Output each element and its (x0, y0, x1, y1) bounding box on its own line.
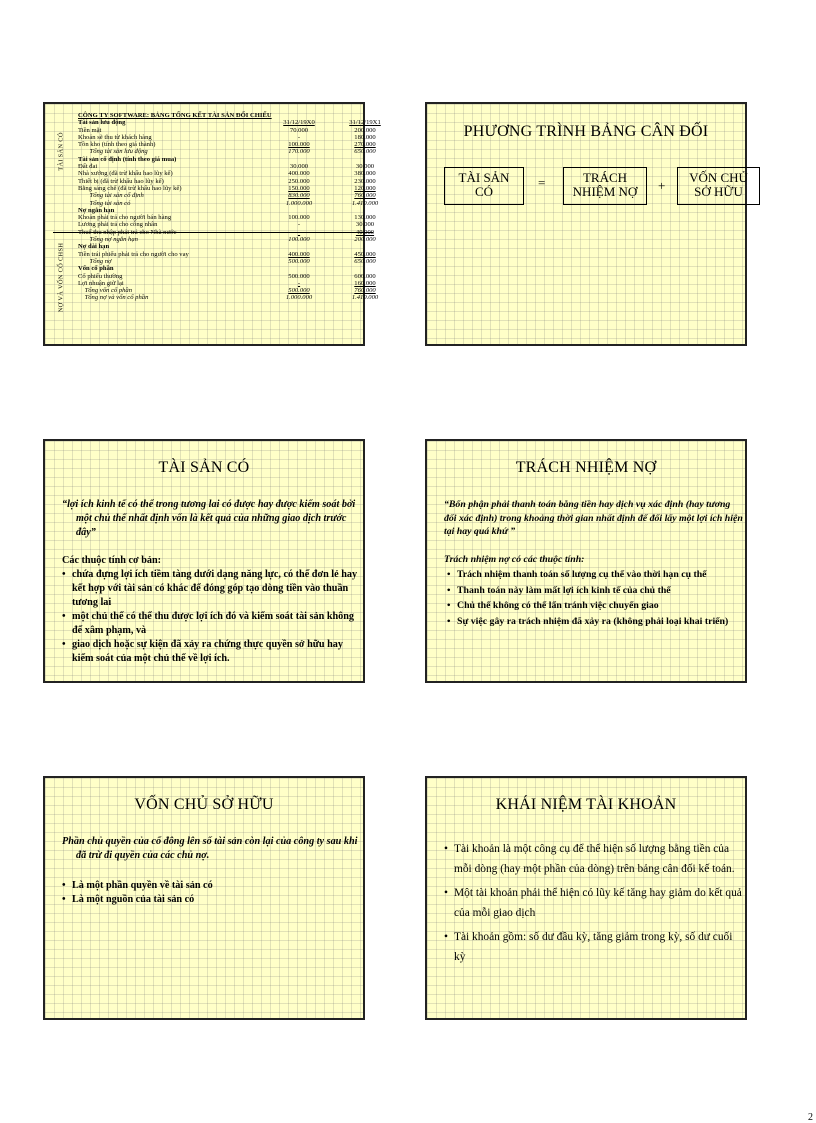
row-label: Lương phải trả cho công nhân (78, 221, 158, 229)
assets-side-label: TÀI SẢN CÓ (57, 132, 65, 171)
balance-row (78, 163, 373, 170)
slide-title: TRÁCH NHIỆM NỢ (515, 459, 657, 476)
value-19x0: 170.000 (288, 148, 310, 156)
value-19x1: 31/12/19X1 (349, 119, 381, 127)
assets-box-label: TÀI SẢN CÓ (458, 170, 510, 199)
balance-row (78, 133, 376, 141)
value-19x1: 130.000 (354, 214, 376, 222)
attributes-heading: Các thuộc tính cơ bản: (62, 555, 162, 566)
bullet-icon: • (62, 894, 66, 905)
value-19x1: 40.000 (355, 228, 375, 236)
bullet-icon: • (444, 931, 448, 943)
list-item (447, 615, 744, 629)
row-label: Tài sản cố định (tính theo giá mua) (78, 155, 177, 163)
definition-quote: “Bổn phận phải thanh toán bằng tiền hay dịch vụ xác định (hay tương đối xác định) trong khoảng thời gian nhất định để đổi lấy một lợi ích hiện tại hay quá khứ ” (444, 499, 743, 537)
value-19x1: 160.000 (354, 279, 376, 287)
list-item (447, 599, 744, 613)
balance-row (78, 148, 376, 156)
value-19x1: 30.000 (355, 221, 375, 229)
value-19x0: 400.000 (288, 170, 310, 178)
list-item-text: Chủ thể không có thể lẩn tránh việc chuyển giao (457, 600, 659, 611)
balance-row (78, 287, 376, 295)
plus-sign: + (658, 178, 666, 193)
bullet-icon: • (62, 611, 66, 622)
row-label: Đất đai (78, 163, 98, 171)
value-19x0: 500.000 (288, 272, 310, 280)
list-item (62, 638, 358, 666)
bullet-icon: • (447, 600, 451, 611)
row-label: Vốn cổ phần (78, 265, 114, 273)
balance-row (78, 236, 376, 244)
page-number: 2 (808, 1112, 813, 1123)
slide-title: KHÁI NIỆM TÀI KHOẢN (495, 796, 677, 813)
bullet-icon: • (444, 887, 448, 899)
value-19x0: 30.000 (289, 163, 309, 171)
value-19x1: 30.000 (355, 163, 375, 171)
row-label: Tiền mặt (78, 126, 102, 134)
row-label: Tổng tài sản có (78, 199, 131, 207)
list-item-text: Một tài khoản phải thể hiện có lũy kế tăng hay giảm do kết quả của mỗi giao dịch (454, 887, 742, 919)
balance-row (78, 257, 376, 265)
row-label: Thiết bị (đã trừ khấu hao lũy kế) (78, 177, 164, 185)
value-19x1: 650.000 (354, 148, 376, 156)
value-19x0: 500.000 (288, 257, 310, 265)
list-item-text: Thanh toán này làm mất lợi ích kinh tế của chủ thể (457, 584, 671, 596)
row-label: Tổng nợ (78, 257, 112, 265)
balance-row (78, 177, 376, 185)
bullet-icon: • (447, 569, 451, 580)
row-label: Tổng tài sản cố định (78, 192, 144, 200)
value-19x0: 1.000.000 (285, 294, 313, 302)
value-19x0: - (297, 228, 301, 236)
list-item (62, 568, 358, 610)
balance-row (78, 156, 373, 163)
slide-body (62, 835, 362, 907)
balance-row (78, 250, 376, 258)
list-item (62, 610, 358, 638)
balance-row (78, 221, 373, 228)
list-item (444, 883, 744, 923)
list-item-text: Là một phần quyền về tài sản có (72, 880, 213, 891)
slide-body (444, 835, 744, 967)
value-19x1: 1.410.000 (351, 294, 379, 302)
balance-row (78, 184, 376, 192)
list-item (444, 839, 744, 879)
balance-row (78, 192, 376, 200)
row-label: Tiền trái phiếu phải trả cho người cho vay (78, 250, 189, 258)
bullet-icon: • (62, 880, 66, 891)
list-item (62, 879, 362, 893)
balance-row (78, 294, 379, 302)
value-19x1: 200.000 (354, 236, 376, 244)
value-19x0: 150.000 (288, 184, 310, 192)
row-label: Bằng sáng chế (đã trừ khấu hao lũy kế) (78, 184, 182, 192)
value-19x1: 760.000 (354, 287, 376, 295)
value-19x1: 180.000 (354, 133, 376, 141)
list-item-text: chứa đựng lợi ích tiềm tàng dưới dạng năng lực, có thể đơn lẻ hay kết hợp với tài sản có khác để đóng góp tạo dòng tiền vào thuần tương lai (72, 569, 358, 608)
value-19x0: 250.000 (288, 177, 310, 185)
balance-row (78, 119, 381, 127)
list-item-text: Tài khoản gồm: số dư đầu kỳ, tăng giảm trong kỳ, số dư cuối kỳ (454, 931, 733, 963)
equals-sign: = (538, 175, 546, 190)
slide-equity (43, 776, 365, 1020)
attributes-list (62, 568, 358, 666)
equity-box (677, 167, 760, 205)
slide-account-concept (425, 776, 747, 1020)
balance-row (78, 207, 373, 214)
balance-row (78, 141, 376, 149)
value-19x0: 70.000 (289, 126, 309, 134)
attributes-list (444, 568, 744, 628)
bullet-icon: • (447, 615, 451, 627)
balance-row (78, 272, 376, 280)
row-label: Thuế thu nhập phải trả cho Nhà nước (78, 228, 177, 236)
value-19x1: 600.000 (354, 272, 376, 280)
balance-row (78, 265, 373, 272)
row-label: Cổ phiếu thường (78, 272, 123, 280)
liabilities-box-label: TRÁCH NHIỆM NỢ (572, 170, 638, 199)
value-19x0: 500.000 (288, 287, 310, 295)
list-item-text: Sự việc gây ra trách nhiệm đã xảy ra (không phải loại khai triển) (457, 615, 729, 627)
balance-row (78, 112, 373, 119)
list-item-text: Trách nhiệm thanh toán số lượng cụ thể vào thời hạn cụ thể (457, 569, 707, 580)
slide-title: PHƯƠNG TRÌNH BẢNG CÂN ĐỐI (463, 123, 709, 140)
value-19x1: 450.000 (354, 250, 376, 258)
balance-row (78, 229, 373, 236)
value-19x0: 400.000 (288, 250, 310, 258)
row-label: Tổng tài sản lưu động (78, 148, 148, 156)
balance-row (78, 126, 376, 134)
slide-balance-sheet (43, 102, 381, 346)
slide-assets (43, 439, 365, 683)
bullet-icon: • (447, 584, 451, 596)
value-19x0: 100.000 (288, 236, 310, 244)
list-item-text: giao dịch hoặc sự kiện đã xảy ra chứng thực quyền sở hữu hay kiểm soát của một chủ thể về lợi ích. (72, 639, 343, 664)
slide-liabilities (425, 439, 747, 683)
list-item (447, 568, 744, 582)
definition-quote: “lợi ích kinh tế có thể trong tương lai có được hay được kiểm soát bởi một chủ thể nhất định vốn là kết quả của những giao dịch trước đây” (62, 499, 356, 538)
points-list (62, 879, 362, 907)
balance-row (78, 243, 373, 250)
value-19x1: 120.000 (354, 184, 376, 192)
points-list (444, 839, 744, 967)
value-19x0: 1.000.000 (285, 199, 313, 207)
value-19x0: 100.000 (288, 214, 310, 222)
value-19x1: 200.000 (354, 126, 376, 134)
value-19x1: 760.000 (354, 192, 376, 200)
row-label: Tổng vốn cổ phần (78, 287, 133, 295)
balance-row (78, 214, 376, 222)
row-label: Khoản sẽ thu từ khách hàng (78, 133, 152, 141)
slide-body (444, 498, 744, 628)
liabilities-box (563, 167, 647, 205)
row-label: Khoản phải trả cho người bán hàng (78, 214, 172, 222)
list-item (62, 893, 362, 907)
list-item-text: Tài khoản là một công cụ để thể hiện số lượng bằng tiền của mỗi dòng (hay một phần của dòng) trên bảng cân đối kế toán. (454, 843, 735, 875)
value-19x0: - (297, 279, 301, 287)
equity-box-label: VỐN CHỦ SỞ HỮU (689, 170, 748, 199)
balance-row (78, 279, 376, 287)
value-19x0: - (297, 221, 301, 229)
list-item (447, 584, 744, 598)
row-label: Lợi nhuận giữ lại (78, 279, 124, 287)
row-label: Tổng nợ ngắn hạn (78, 236, 138, 244)
value-19x1: 230.000 (354, 177, 376, 185)
row-label: Tồn kho (tính theo giá thành) (78, 141, 156, 149)
list-item (444, 927, 744, 967)
balance-row (78, 170, 376, 178)
slide-body (62, 498, 358, 666)
value-19x0: - (297, 133, 301, 141)
row-label: CÔNG TY SOFTWARE: BẢNG TỔNG KẾT TÀI SẢN ĐỐI CHIẾU (78, 112, 272, 119)
bullet-icon: • (444, 843, 448, 855)
value-19x0: 31/12/19X0 (283, 119, 315, 127)
row-label: Nhà xưởng (đã trừ khấu hao lũy kế) (78, 170, 173, 178)
assets-box (444, 167, 524, 205)
definition-quote: Phần chủ quyền của cổ đông lên số tài sản còn lại của công ty sau khi đã trừ đi quyền của các chủ nợ. (62, 836, 358, 861)
row-label: Tổng nợ và vốn cổ phần (78, 294, 149, 302)
list-item-text: Là một nguồn của tài sản có (72, 894, 195, 905)
row-label: Tài sản lưu động (78, 119, 126, 127)
liabilities-side-label: NỢ VÀ VỐN CỔ CHSH (57, 242, 65, 313)
value-19x1: 650.000 (354, 257, 376, 265)
row-label: Nợ ngắn hạn (78, 206, 115, 214)
bullet-icon: • (62, 569, 66, 580)
value-19x0: 100.000 (288, 141, 310, 149)
value-19x0: 830.000 (288, 192, 310, 200)
slide-title: TÀI SẢN CÓ (158, 459, 250, 476)
list-item-text: một chủ thể có thể thu được lợi ích đó và kiểm soát tài sản không để xâm phạm, và (72, 611, 355, 636)
value-19x1: 1.410.000 (351, 199, 379, 207)
balance-row (78, 199, 379, 207)
balance-sheet-table (78, 112, 381, 302)
slide-balance-equation (425, 102, 747, 346)
row-label: Nợ dài hạn (78, 243, 110, 251)
attributes-heading: Trách nhiệm nợ có các thuộc tính: (444, 553, 585, 565)
value-19x1: 270.000 (354, 141, 376, 149)
bullet-icon: • (62, 639, 66, 650)
slide-title: VỐN CHỦ SỞ HỮU (134, 796, 274, 813)
value-19x1: 380.000 (354, 170, 376, 178)
